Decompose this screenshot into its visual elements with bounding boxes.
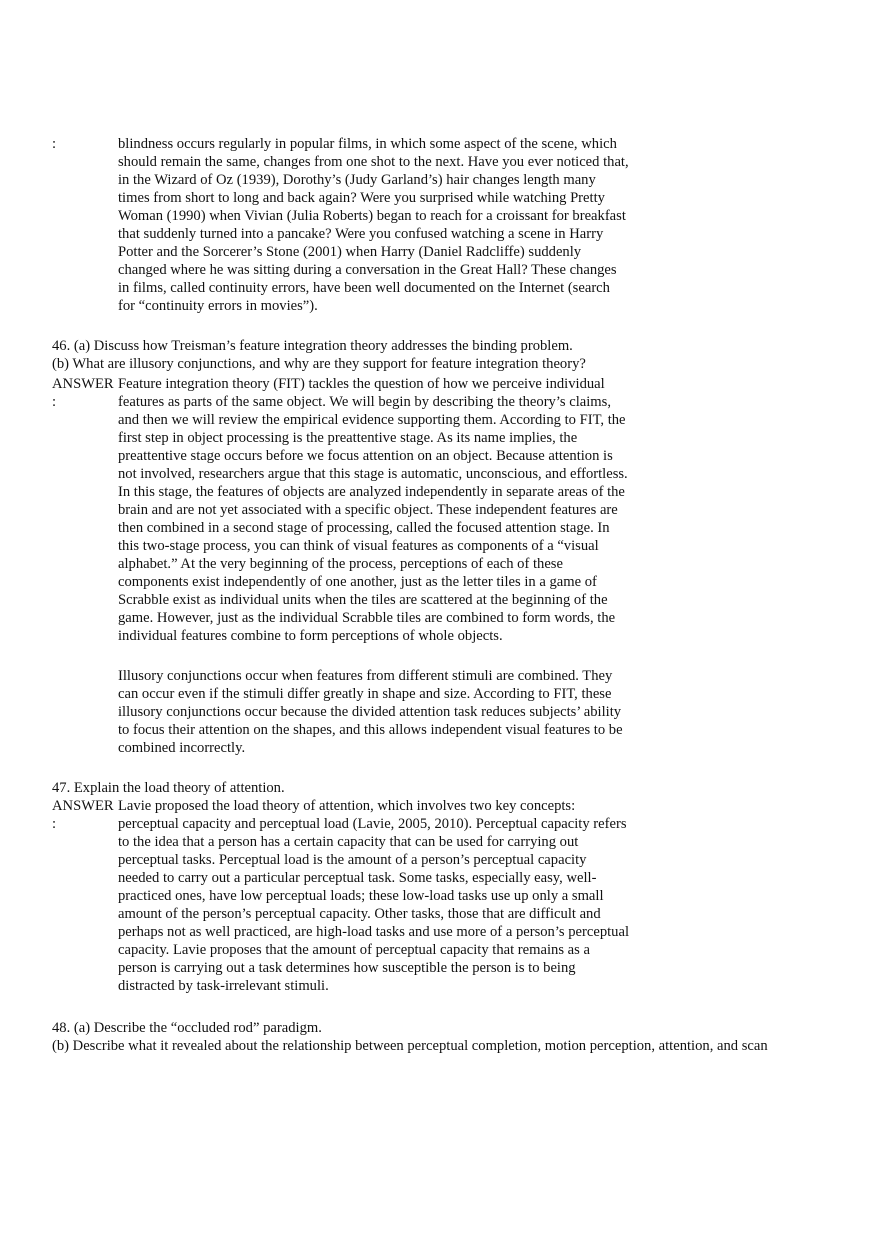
question-46-line: 46. (a) Discuss how Treisman’s feature integration theory addresses the binding problem. bbox=[52, 338, 573, 354]
answer-46-line: this two-stage process, you can think of visual features as components of a “visual bbox=[118, 538, 599, 554]
answer-label: ANSWER bbox=[52, 376, 114, 392]
answer-47-line: Lavie proposed the load theory of attention, which involves two key concepts: bbox=[118, 798, 576, 814]
answer-47-line: perhaps not as well practiced, are high-load tasks and use more of a person’s perceptual bbox=[118, 924, 630, 940]
answer-47-line: capacity. Lavie proposes that the amount of perceptual capacity that remains as a bbox=[118, 942, 590, 958]
block1-line: that suddenly turned into a pancake? Were you confused watching a scene in Harry bbox=[118, 226, 604, 242]
answer-47-line: distracted by task-irrelevant stimuli. bbox=[118, 978, 329, 994]
answer-46-line: Scrabble exist as individual units when the tiles are scattered at the beginning of the bbox=[118, 592, 608, 608]
block1-line: blindness occurs regularly in popular films, in which some aspect of the scene, which bbox=[118, 136, 617, 152]
answer-46-line: to focus their attention on the shapes, and this allows independent visual features to be bbox=[118, 722, 623, 738]
block1-line: should remain the same, changes from one shot to the next. Have you ever noticed that, bbox=[118, 154, 629, 170]
question-47-line: 47. Explain the load theory of attention. bbox=[52, 780, 285, 796]
answer-46-line: features as parts of the same object. We will begin by describing the theory’s claims, bbox=[118, 394, 611, 410]
question-48-line: (b) Describe what it revealed about the relationship between perceptual completion, motion perception, attention, and scan bbox=[52, 1038, 768, 1054]
answer-46-line: preattentive stage occurs before we focus attention on an object. Because attention is bbox=[118, 448, 613, 464]
block1-line: in films, called continuity errors, have been well documented on the Internet (search bbox=[118, 280, 610, 296]
answer-label-colon: : bbox=[52, 394, 57, 410]
block1-line: for “continuity errors in movies”). bbox=[118, 298, 318, 314]
answer-46-line: alphabet.” At the very beginning of the process, perceptions of each of these bbox=[118, 556, 563, 572]
answer-46-line: illusory conjunctions occur because the divided attention task reduces subjects’ ability bbox=[118, 704, 622, 720]
answer-46-line: combined incorrectly. bbox=[118, 740, 246, 756]
answer-label-colon: : bbox=[52, 816, 57, 832]
answer-47-line: needed to carry out a particular perceptual task. Some tasks, especially easy, well- bbox=[118, 870, 597, 886]
block1-line: times from short to long and back again? Were you surprised while watching Pretty bbox=[118, 190, 605, 206]
answer-label-colon: : bbox=[52, 136, 57, 152]
block1-line: changed where he was sitting during a conversation in the Great Hall? These changes bbox=[118, 262, 617, 278]
answer-46-line: not involved, researchers argue that this stage is automatic, unconscious, and effortless. bbox=[118, 466, 628, 482]
block1-line: Woman (1990) when Vivian (Julia Roberts) began to reach for a croissant for breakfast bbox=[118, 208, 626, 224]
answer-46-line: and then we will review the empirical evidence supporting them. According to FIT, the bbox=[118, 412, 626, 428]
block1-line: in the Wizard of Oz (1939), Dorothy’s (Judy Garland’s) hair changes length many bbox=[118, 172, 596, 188]
answer-47-line: perceptual tasks. Perceptual load is the amount of a person’s perceptual capacity bbox=[118, 852, 587, 868]
answer-46-line: individual features combine to form perceptions of whole objects. bbox=[118, 628, 503, 644]
answer-47-line: person is carrying out a task determines how susceptible the person is to being bbox=[118, 960, 576, 976]
answer-47-line: perceptual capacity and perceptual load (Lavie, 2005, 2010). Perceptual capacity refers bbox=[118, 816, 627, 832]
question-48-line: 48. (a) Describe the “occluded rod” paradigm. bbox=[52, 1020, 322, 1036]
answer-label: ANSWER bbox=[52, 798, 114, 814]
answer-47-line: to the idea that a person has a certain capacity that can be used for carrying out bbox=[118, 834, 579, 850]
question-46-line: (b) What are illusory conjunctions, and why are they support for feature integration theory? bbox=[52, 356, 586, 372]
block1-line: Potter and the Sorcerer’s Stone (2001) when Harry (Daniel Radcliffe) suddenly bbox=[118, 244, 582, 260]
answer-46-line: first step in object processing is the preattentive stage. As its name implies, the bbox=[118, 430, 578, 446]
answer-46-line: game. However, just as the individual Scrabble tiles are combined to form words, the bbox=[118, 610, 616, 626]
answer-46-line: In this stage, the features of objects are analyzed independently in separate areas of the bbox=[118, 484, 625, 500]
answer-46-line: then combined in a second stage of processing, called the focused attention stage. In bbox=[118, 520, 610, 536]
answer-46-line: can occur even if the stimuli differ greatly in shape and size. According to FIT, these bbox=[118, 686, 612, 702]
answer-46-line: brain and are not yet associated with a specific object. These independent features are bbox=[118, 502, 618, 518]
answer-46-line: components exist independently of one another, just as the letter tiles in a game of bbox=[118, 574, 597, 590]
answer-47-line: amount of the person’s perceptual capacity. Other tasks, those that are difficult and bbox=[118, 906, 601, 922]
answer-47-line: practiced ones, have low perceptual loads; these low-load tasks use up only a small bbox=[118, 888, 604, 904]
answer-46-line: Illusory conjunctions occur when features from different stimuli are combined. They bbox=[118, 668, 613, 684]
answer-46-line: Feature integration theory (FIT) tackles the question of how we perceive individual bbox=[118, 376, 605, 392]
